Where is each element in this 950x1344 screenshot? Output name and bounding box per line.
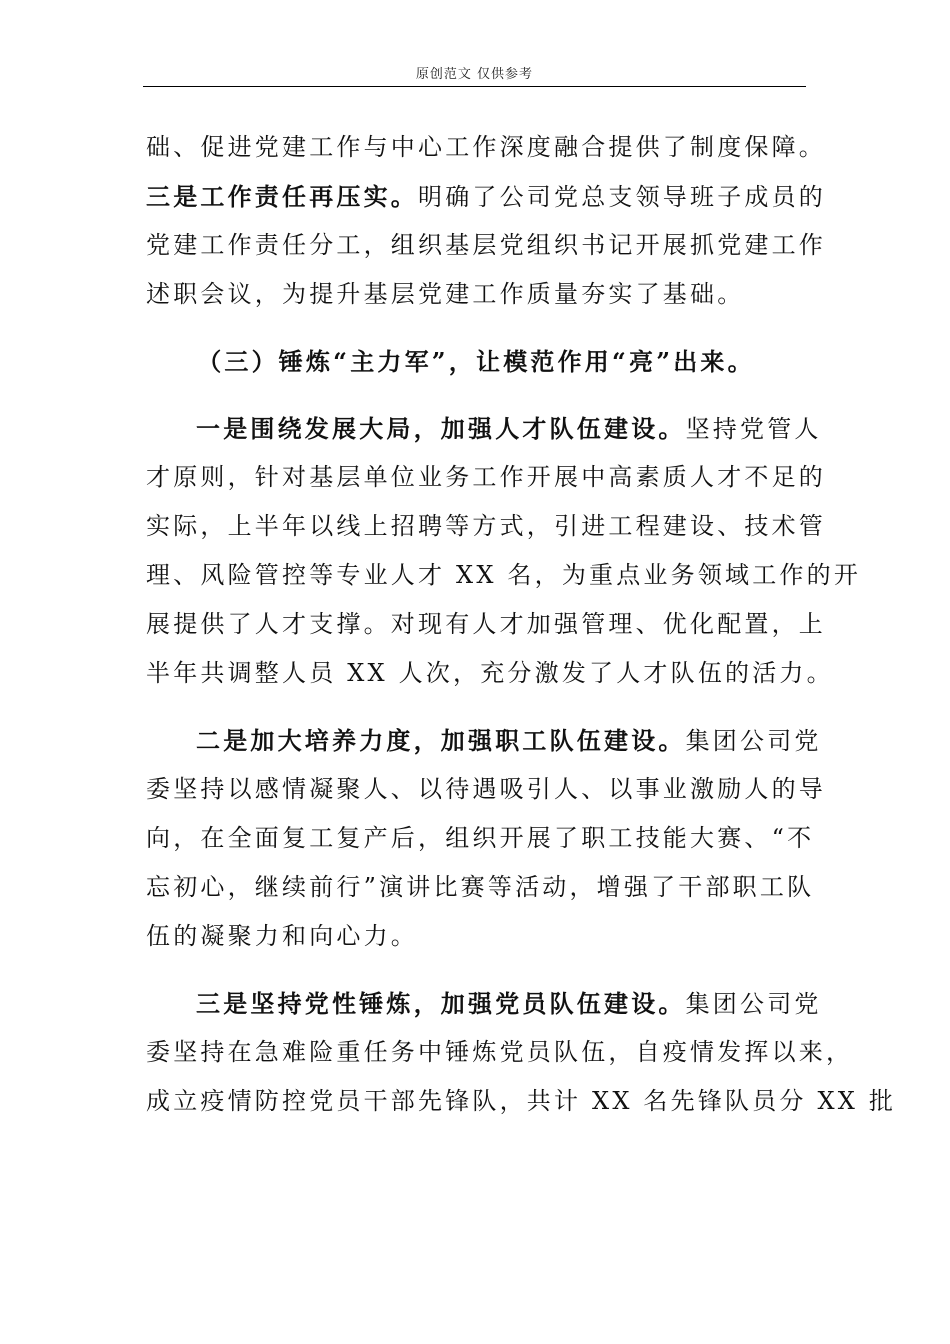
document-body — [146, 123, 897, 1126]
text-line: 党建工作责任分工，组织基层党组织书记开展抓党建工作 — [146, 231, 826, 259]
text-line — [146, 404, 822, 453]
section-heading-text: （三）锤炼“主力军”，让模范作用“亮”出来。 — [197, 347, 755, 376]
section-heading — [146, 337, 806, 386]
text-line: 实际，上半年以线上招聘等方式，引进工程建设、技术管 — [146, 512, 826, 540]
bold-lead-text: 一是围绕发展大局，加强人才队伍建设。 — [196, 414, 686, 443]
text-line: 成立疫情防控党员干部先锋队，共计 XX 名先锋队员分 XX 批 — [146, 1087, 897, 1115]
text-line: 伍的凝聚力和向心力。 — [146, 922, 418, 950]
text-line — [146, 716, 822, 765]
text-line — [146, 172, 826, 221]
text-line: 忘初心，继续前行”演讲比赛等活动，增强了干部职工队 — [146, 873, 815, 901]
bold-lead-text: 二是加大培养力度，加强职工队伍建设。 — [196, 726, 686, 755]
paragraph-1 — [146, 123, 826, 319]
text-segment: 坚持党管人 — [685, 415, 822, 443]
text-segment: 集团公司党 — [685, 727, 822, 755]
text-segment: 明确了公司党总支领导班子成员的 — [418, 183, 826, 211]
text-line: 半年共调整人员 XX 人次，充分激发了人才队伍的活力。 — [146, 659, 834, 687]
text-line — [146, 979, 822, 1028]
text-line: 述职会议，为提升基层党建工作质量夯实了基础。 — [146, 280, 745, 308]
text-line: 向，在全面复工复产后，组织开展了职工技能大赛、“不 — [146, 824, 815, 852]
text-line: 委坚持在急难险重任务中锤炼党员队伍，自疫情发挥以来， — [146, 1038, 854, 1066]
text-line: 委坚持以感情凝聚人、以待遇吸引人、以事业激励人的导 — [146, 775, 826, 803]
text-segment: 集团公司党 — [685, 990, 822, 1018]
text-line: 理、风险管控等专业人才 XX 名，为重点业务领域工作的开 — [146, 561, 862, 589]
page-header: 原创范文 仅供参考 — [143, 66, 806, 87]
paragraph-4 — [146, 979, 897, 1126]
text-line: 才原则，针对基层单位业务工作开展中高素质人才不足的 — [146, 463, 826, 491]
text-line: 展提供了人才支撑。对现有人才加强管理、优化配置，上 — [146, 610, 826, 638]
paragraph-2 — [146, 404, 862, 698]
text-line: 础、促进党建工作与中心工作深度融合提供了制度保障。 — [146, 133, 826, 161]
paragraph-3 — [146, 716, 826, 961]
bold-lead-text: 三是坚持党性锤炼，加强党员队伍建设。 — [196, 989, 686, 1018]
bold-lead-text: 三是工作责任再压实。 — [146, 182, 418, 211]
